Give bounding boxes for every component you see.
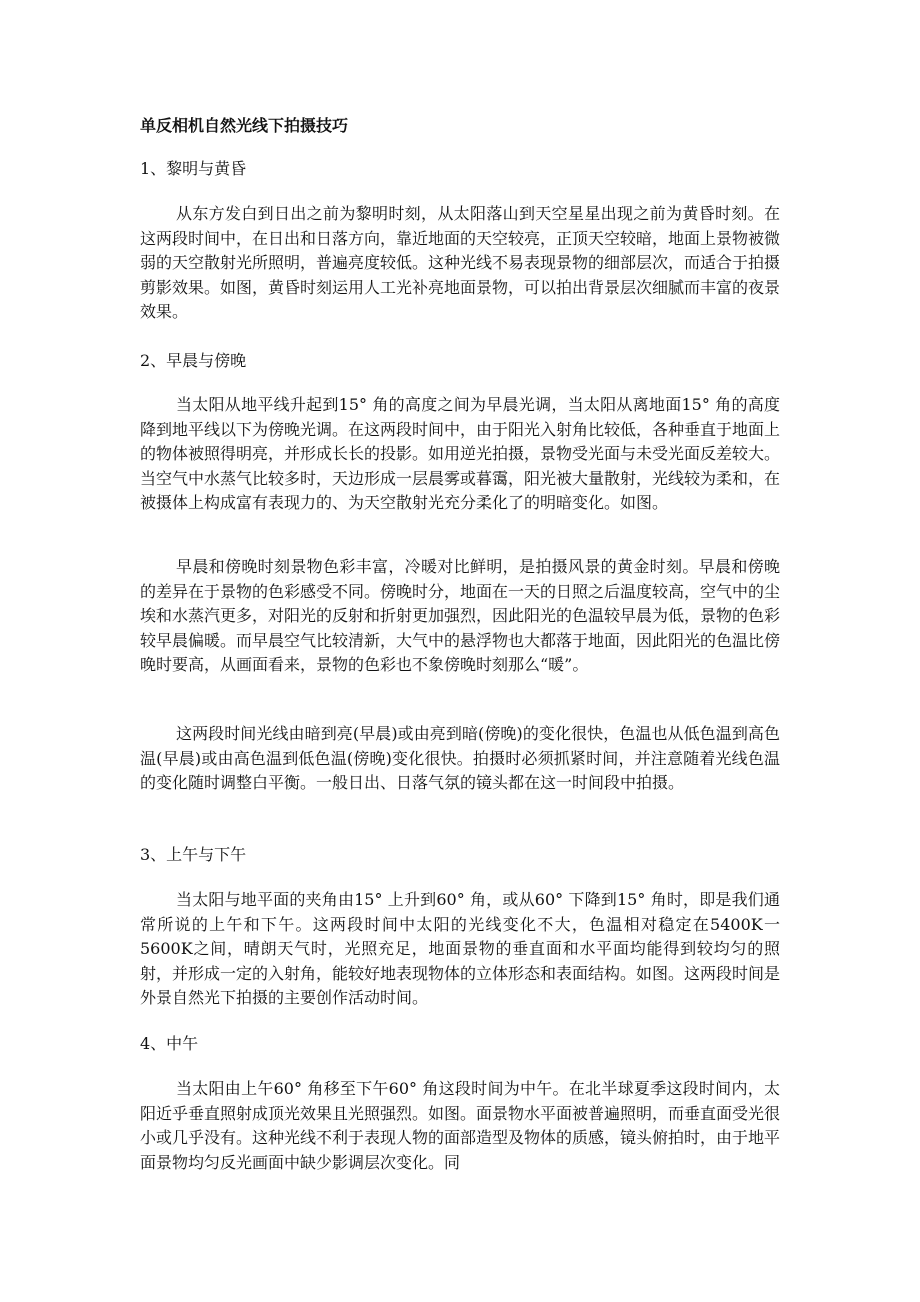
section-heading-noon: 4、中午 [140,1034,199,1053]
paragraph: 从东方发白到日出之前为黎明时刻，从太阳落山到天空星星出现之前为黄昏时刻。在这两段时间中，在日出和日落方向，靠近地面的天空较亮，正顶天空较暗，地面上景物被微弱的天空散射光所照明，普遍亮度较低。这种光线不易表现景物的细部层次，而适合于拍摄剪影效果。如图，黄昏时刻运用人工光补亮地面景物，可以拍出背景层次细腻而丰富的夜景效果。 [140,204,781,321]
paragraph: 这两段时间光线由暗到亮(早晨)或由亮到暗(傍晚)的变化很快，色温也从低色温到高色温(早晨)或由高色温到低色温(傍晚)变化很快。拍摄时必须抓紧时间，并注意随着光线色温的变化随时调整白平衡。一般日出、日落气氛的镜头都在这一时间段中拍摄。 [140,724,780,792]
paragraph: 早晨和傍晚时刻景物色彩丰富，冷暖对比鲜明，是拍摄风景的黄金时刻。早晨和傍晚的差异在于景物的色彩感受不同。傍晚时分，地面在一天的日照之后温度较高，空气中的尘埃和水蒸汽更多，对阳光的反射和折射更加强烈，因此阳光的色温较早晨为低，景物的色彩较早晨偏暖。而早晨空气比较清新，大气中的悬浮物也大都落于地面，因此阳光的色温比傍晚时要高，从画面看来，景物的色彩也不象傍晚时刻那么“暖”。 [140,557,781,674]
section-heading-forenoon-afternoon: 3、上午与下午 [140,845,247,864]
paragraph: 当太阳与地平面的夹角由15° 上升到60° 角，或从60° 下降到15° 角时，即是我们通常所说的上午和下午。这两段时间中太阳的光线变化不大，色温相对稳定在5400K一5600K之间，晴朗天气时，光照充足，地面景物的垂直面和水平面均能得到较均匀的照射，并形成一定的入射角，能较好地表现物体的立体形态和表面结构。如图。这两段时间是外景自然光下拍摄的主要创作活动时间。 [140,890,781,1007]
section-heading-dawn-dusk: 1、黎明与黄昏 [140,159,247,178]
document-title: 单反相机自然光线下拍摄技巧 [140,116,349,135]
section-heading-morning-evening: 2、早晨与傍晚 [140,351,247,370]
paragraph: 当太阳从地平线升起到15° 角的高度之间为早晨光调，当太阳从离地面15° 角的高度降到地平线以下为傍晚光调。在这两段时间中，由于阳光入射角比较低，各种垂直于地面上的物体被照得明亮，并形成长长的投影。如用逆光拍摄，景物受光面与未受光面反差较大。当空气中水蒸气比较多时，天边形成一层晨雾或暮霭，阳光被大量散射，光线较为柔和，在被摄体上构成富有表现力的、为天空散射光充分柔化了的明暗变化。如图。 [140,395,781,512]
paragraph: 当太阳由上午60° 角移至下午60° 角这段时间为中午。在北半球夏季这段时间内，太阳近乎垂直照射成顶光效果且光照强烈。如图。面景物水平面被普遍照明，而垂直面受光很小或几乎没有。这种光线不利于表现人物的面部造型及物体的质感，镜头俯拍时，由于地平面景物均匀反光画面中缺少影调层次变化。同 [140,1079,781,1172]
